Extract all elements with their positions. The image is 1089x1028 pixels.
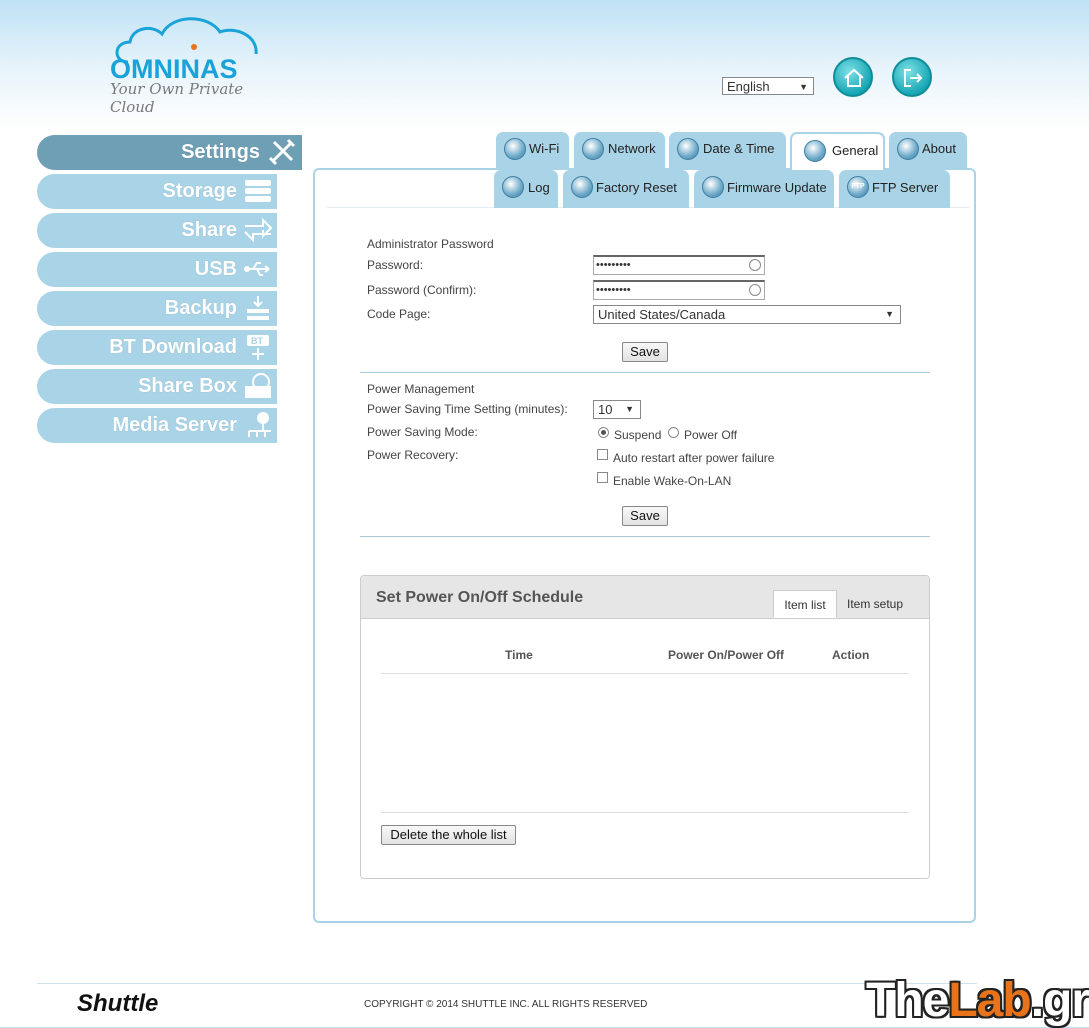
tab-label: Wi-Fi [529,141,560,156]
tab-date-time[interactable] [669,132,786,168]
tab-label: About [922,141,956,156]
sidebar-item-media-server[interactable] [37,408,277,443]
svg-text:BT: BT [251,336,263,346]
tab-label: Date & Time [703,141,775,156]
wake-on-lan-checkbox[interactable] [597,472,608,483]
code-page-select[interactable] [593,305,901,324]
backup-icon [243,294,273,322]
dropdown-arrow-icon: ▼ [625,404,634,414]
logout-button[interactable] [892,57,932,97]
tab-label: Factory Reset [596,180,677,195]
omninas-logo [108,14,278,116]
sidebar-item-label: Settings [181,141,260,163]
suspend-radio[interactable] [598,427,609,438]
sidebar-item-label: Share Box [138,375,237,397]
sidebar-item-settings[interactable] [37,135,302,170]
section-divider [360,536,930,537]
log-icon [502,176,524,198]
brand-name: OMNINAS [110,54,238,84]
home-button[interactable] [833,57,873,97]
power-off-radio[interactable] [668,427,679,438]
password-confirm-input[interactable] [593,280,765,300]
sidebar-item-share-box[interactable] [37,369,277,404]
info-icon [897,138,919,160]
password-value: ••••••••• [596,259,631,271]
sidebar-item-usb[interactable] [37,252,277,287]
delete-whole-list-button[interactable]: Delete the whole list [381,825,516,845]
sidebar-item-storage[interactable] [37,174,277,209]
power-time-select[interactable] [593,400,641,419]
password-confirm-value: ••••••••• [596,284,631,296]
reveal-password-icon[interactable] [749,284,761,296]
copyright-text: COPYRIGHT © 2014 SHUTTLE INC. ALL RIGHTS RESERVED [364,999,648,1010]
code-page-value: United States/Canada [598,307,726,322]
power-off-label: Power Off [684,428,738,442]
tab-about[interactable] [889,132,967,168]
sidebar-item-bt-download[interactable] [37,330,277,365]
password-confirm-label: Password (Confirm): [367,283,477,297]
watermark-lab: Lab [948,974,1031,1027]
wifi-icon [504,138,526,160]
section-divider [360,372,930,373]
power-mode-label: Power Saving Mode: [367,425,478,439]
admin-save-button[interactable]: Save [622,342,668,362]
column-header-time: Time [505,648,533,662]
column-header-power: Power On/Power Off [668,648,785,662]
code-page-label: Code Page: [367,307,431,321]
sharebox-icon [243,372,273,400]
wake-on-lan-label: Enable Wake-On-LAN [613,474,732,488]
reset-icon [571,176,593,198]
schedule-header [361,576,929,619]
tab-label: FTP Server [872,180,939,195]
tab-item-list[interactable]: Item list [773,590,837,618]
auto-restart-checkbox[interactable] [597,449,608,460]
footer-divider [37,983,977,984]
sidebar-item-label: Share [181,219,237,241]
tab-item-setup[interactable]: Item setup [846,597,904,611]
clock-icon [677,138,699,160]
power-time-value: 10 [598,402,613,417]
sidebar-item-label: Storage [162,180,237,202]
refresh-icon [702,176,724,198]
media-server-icon [243,411,273,439]
tab-label: Log [528,180,550,195]
sidebar-item-label: USB [194,258,237,280]
watermark-gr: .gr [1030,974,1089,1027]
tab-log[interactable] [494,170,558,208]
power-schedule-box [360,575,930,879]
sidebar-item-label: BT Download [109,336,237,358]
shuttle-logo: Shuttle [77,990,159,1017]
dropdown-arrow-icon: ▼ [885,309,894,319]
tab-network[interactable] [574,132,665,168]
tab-general[interactable] [790,132,885,170]
tab-label: Network [608,141,656,156]
ftp-icon: FTP [847,176,869,198]
schedule-title: Set Power On/Off Schedule [376,589,584,606]
gear-icon [804,140,826,162]
language-value: English [727,79,770,94]
share-icon [243,216,273,244]
language-select[interactable] [722,77,814,95]
table-footer-divider [381,812,909,813]
tab-label: General [832,143,879,158]
brand-tagline: Your Own Private Cloud [110,80,244,116]
logout-icon [902,67,924,89]
dropdown-arrow-icon: ▼ [799,82,808,92]
power-recovery-label: Power Recovery: [367,448,459,462]
power-time-label: Power Saving Time Setting (minutes): [367,402,568,416]
watermark-the: The [866,974,949,1027]
home-icon [843,67,865,89]
tab-firmware-update[interactable] [694,170,834,208]
network-icon [582,138,604,160]
power-save-button[interactable]: Save [622,506,668,526]
thelab-watermark [866,973,1089,1028]
suspend-label: Suspend [614,428,662,442]
password-label: Password: [367,258,424,272]
tab-label: Firmware Update [727,180,827,195]
power-section-title: Power Management [367,382,475,396]
sidebar-item-label: Media Server [112,414,237,436]
column-header-action: Action [832,648,870,662]
storage-icon [243,177,273,205]
usb-icon [243,255,273,283]
tab-wifi[interactable] [496,132,569,168]
auto-restart-label: Auto restart after power failure [613,451,775,465]
tools-icon [268,138,298,166]
sidebar-item-label: Backup [164,297,237,319]
admin-section-title: Administrator Password [367,237,494,251]
table-header-divider [381,673,909,674]
tab-factory-reset[interactable] [563,170,689,208]
password-input[interactable] [593,255,765,275]
bt-icon [243,333,273,361]
reveal-password-icon[interactable] [749,259,761,271]
sidebar-item-share[interactable] [37,213,277,248]
tab-ftp-server[interactable] [839,170,950,208]
sidebar-item-backup[interactable] [37,291,277,326]
